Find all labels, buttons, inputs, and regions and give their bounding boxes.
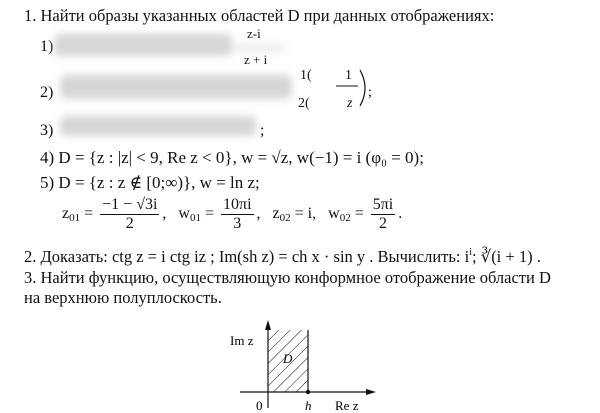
z01-fraction [100, 196, 159, 233]
h-label: h [305, 398, 312, 413]
item2-fragment-d: z [347, 96, 353, 111]
w01-num: 10πi [223, 196, 252, 213]
item4: 4) D = {z : |z| < 9, Re z < 0}, w = √z, w(−1) = i (φ₀ = 0); [40, 148, 424, 167]
item1-fraction-num: z-i [247, 26, 261, 41]
z02-value: = i, [294, 205, 317, 223]
w02-den: 2 [378, 215, 387, 232]
item2-bracket [356, 68, 376, 108]
item2-fragment-a: 1( [300, 68, 312, 83]
svg-text:;: ; [368, 85, 372, 100]
task2-text: 2. Доказать: ctg z = i ctg iz ; Im(sh z) = ch x · sin y . Вычислить: i [24, 247, 470, 266]
item1-fraction-den: z + i [244, 52, 268, 67]
w01-den: 3 [233, 215, 242, 232]
y-axis-label: Im z [230, 333, 254, 348]
y-axis-arrow [265, 320, 271, 330]
w01-sub: 01 [189, 212, 201, 225]
item2-fragment-c: 2( [298, 96, 310, 111]
item3-semicolon: ; [260, 122, 265, 139]
task3-line1: 3. Найти функцию, осуществляющую конформное отображение области D [24, 268, 551, 287]
w01-label: w [178, 205, 190, 223]
w02-label: w [328, 205, 340, 223]
blurred-item3 [60, 116, 256, 136]
task2-tail: ; ∛(i + 1) . [471, 247, 541, 266]
origin-label: 0 [256, 398, 263, 413]
z02-label: z [272, 205, 280, 223]
item2-fragment-b: 1 [345, 68, 352, 83]
z01-den: 2 [125, 215, 134, 232]
item3-number: 3) [40, 122, 54, 139]
x-axis-arrow [366, 389, 376, 395]
x-axis-label: Re z [335, 398, 359, 413]
blurred-item1 [54, 34, 232, 56]
blurred-item2 [60, 75, 292, 99]
task3-line2: на верхнюю полуплоскость. [24, 288, 222, 307]
item2-number: 2) [40, 84, 54, 101]
w02-sub: 02 [339, 212, 351, 225]
task2-sup: i [469, 247, 472, 258]
task2 [24, 243, 541, 266]
z02-sub: 02 [279, 212, 291, 225]
z01-label: z [62, 205, 70, 223]
z01-sub: 01 [69, 212, 81, 225]
region-figure [200, 318, 560, 413]
region-d-label: D [283, 351, 293, 366]
z01-num: −1 − √3i [102, 196, 158, 213]
item2-fraction-bar [336, 84, 366, 88]
w02-num: 5πi [372, 196, 394, 213]
task1-heading: 1. Найти образы указанных областей D при данных отображениях: [24, 6, 495, 25]
h-point [306, 390, 310, 394]
item1-number: 1) [40, 38, 54, 55]
w01-fraction [221, 196, 254, 233]
w02-fraction [371, 196, 396, 233]
item5: 5) D = {z : z ∉ [0;∞)}, w = ln z; [40, 173, 260, 192]
blurred-item1-right [232, 44, 286, 52]
params-row: $z_{01}$ = $\frac{-1 - √3i}{2}$ , $w_{01}$ = $\frac{10\pi i}{3}$ , $z_{02} = i$, $w_{02}$ = $\frac{5\pi i}{2}$ . [62, 196, 403, 232]
